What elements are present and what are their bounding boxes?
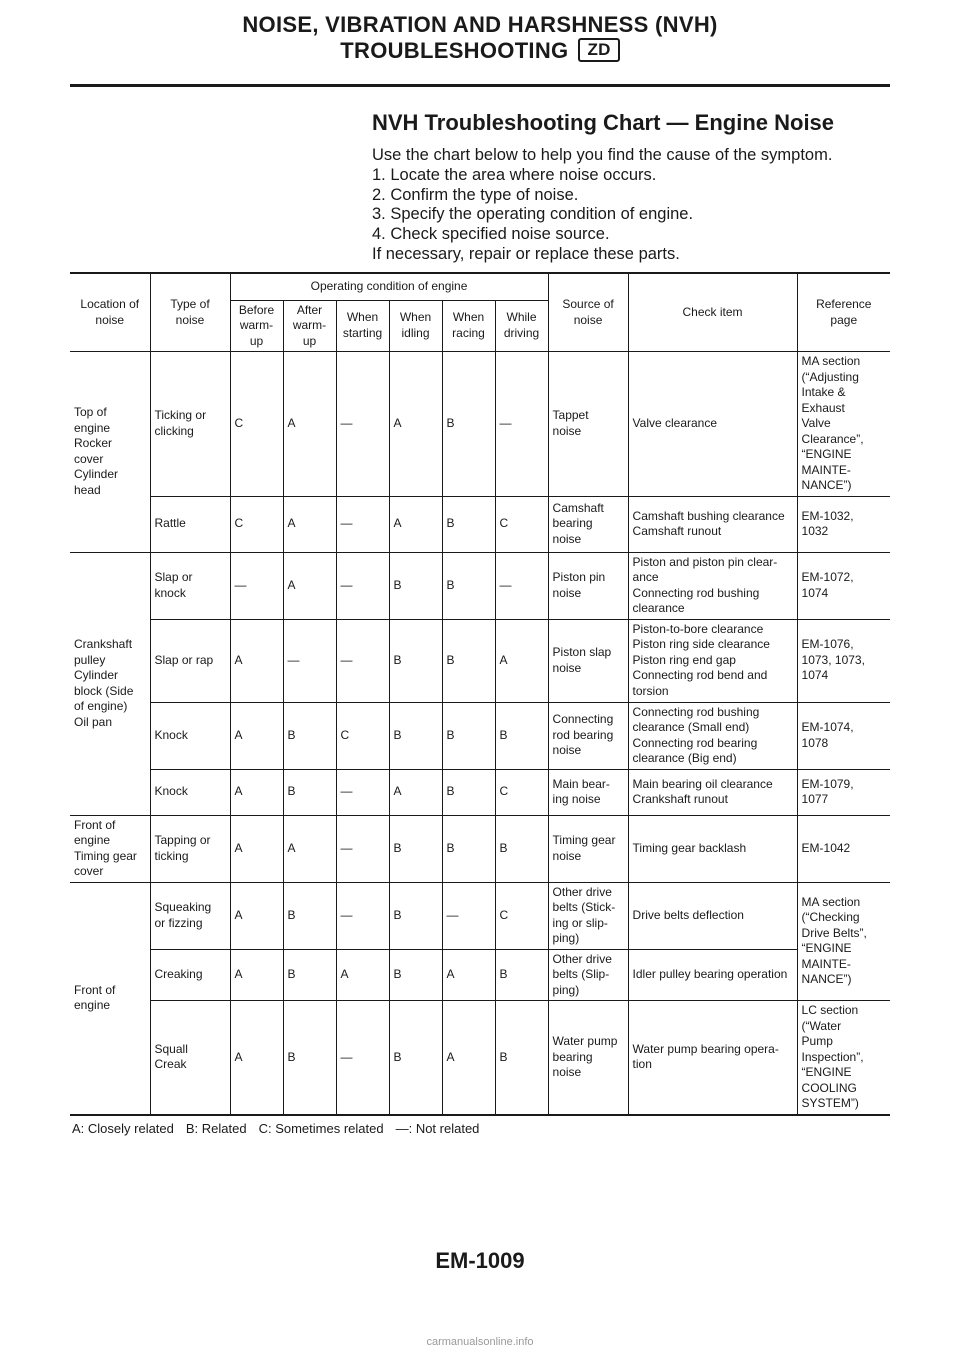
condition-cell: B [442,815,495,882]
condition-cell: C [495,882,548,949]
header-condition: While driving [495,300,548,352]
condition-cell: A [495,619,548,702]
intro-step-3: 3. Specify the operating condition of engine. [372,205,694,224]
header-source: Source of noise [548,273,628,352]
location-cell: Front of engine Timing gear cover [70,815,150,882]
table-row [70,702,890,769]
condition-cell: A [230,702,283,769]
condition-cell: A [230,949,283,1001]
condition-cell: B [283,949,336,1001]
condition-cell: B [495,1001,548,1115]
check-item-cell: Timing gear backlash [628,815,797,882]
condition-cell: — [336,352,389,497]
condition-cell: B [389,949,442,1001]
source-cell: Other drive belts (Slip- ping) [548,949,628,1001]
chart-title: NVH Troubleshooting Chart — Engine Noise [372,110,835,135]
noise-type-cell: Slap or knock [150,552,230,619]
check-item-cell: Piston and piston pin clear- ance Connecting rod bushing clearance [628,552,797,619]
condition-cell: A [230,769,283,815]
noise-type-cell: Ticking or clicking [150,352,230,497]
check-item-cell: Valve clearance [628,352,797,497]
source-cell: Other drive belts (Stick- ing or slip- ping) [548,882,628,949]
legend [72,1121,491,1136]
noise-type-cell: Slap or rap [150,619,230,702]
condition-cell: — [230,552,283,619]
header-title-line1: NOISE, VIBRATION AND HARSHNESS (NVH) [242,12,718,37]
check-item-cell: Piston-to-bore clearance Piston ring side clearance Piston ring end gap Connecting rod bend and torsion [628,619,797,702]
condition-cell: B [442,552,495,619]
condition-cell: B [442,352,495,497]
location-cell: Top of engine Rocker cover Cylinder head [70,352,150,553]
header-location: Location of noise [70,273,150,352]
condition-cell: B [442,769,495,815]
condition-cell: B [495,949,548,1001]
header-condition: When starting [336,300,389,352]
intro-section [372,110,912,265]
condition-cell: — [442,882,495,949]
source-cell: Piston pin noise [548,552,628,619]
header-condition: After warm-up [283,300,336,352]
condition-cell: A [389,496,442,552]
header-condition: Before warm-up [230,300,283,352]
condition-cell: A [442,949,495,1001]
page-number: EM-1009 [435,1248,525,1273]
condition-cell: B [442,702,495,769]
reference-cell: EM-1074, 1078 [797,702,890,769]
condition-cell: — [336,1001,389,1115]
table-row [70,949,890,1001]
source-cell: Piston slap noise [548,619,628,702]
legend-closely-related: A: Closely related [72,1121,174,1136]
table-row [70,815,890,882]
check-item-cell: Idler pulley bearing operation [628,949,797,1001]
noise-type-cell: Squeaking or fizzing [150,882,230,949]
table-row [70,882,890,949]
condition-cell: B [389,619,442,702]
check-item-cell: Drive belts deflection [628,882,797,949]
condition-cell: B [389,702,442,769]
condition-cell: B [389,815,442,882]
header-type: Type of noise [150,273,230,352]
condition-cell: A [336,949,389,1001]
reference-cell: MA section (“Checking Drive Belts”, “ENGINE MAINTE- NANCE”) [797,882,890,1001]
condition-cell: B [389,1001,442,1115]
condition-cell: B [389,552,442,619]
condition-cell: C [495,496,548,552]
condition-cell: B [442,496,495,552]
watermark: carmanualsonline.info [426,1336,534,1348]
condition-cell: — [336,496,389,552]
condition-cell: B [283,769,336,815]
intro-step-1: 1. Locate the area where noise occurs. [372,165,657,184]
reference-cell: EM-1032, 1032 [797,496,890,552]
source-cell: Tappet noise [548,352,628,497]
condition-cell: C [495,769,548,815]
header-title-line2-text: TROUBLESHOOTING [340,38,569,63]
location-cell: Crankshaft pulley Cylinder block (Side of engine) Oil pan [70,552,150,815]
condition-cell: B [283,702,336,769]
legend-not-related: —: Not related [395,1121,480,1136]
condition-cell: — [495,552,548,619]
header-condition: When racing [442,300,495,352]
condition-cell: A [442,1001,495,1115]
intro-step-2: 2. Confirm the type of noise. [372,185,579,204]
reference-cell: EM-1076, 1073, 1073, 1074 [797,619,890,702]
location-cell: Front of engine [70,882,150,1115]
reference-cell: MA section (“Adjusting Intake & Exhaust Valve Clearance”, “ENGINE MAINTE- NANCE”) [797,352,890,497]
check-item-cell: Connecting rod bushing clearance (Small end) Connecting rod bearing clearance (Big end) [628,702,797,769]
condition-cell: — [336,882,389,949]
condition-cell: — [283,619,336,702]
condition-cell: A [389,352,442,497]
legend-sometimes-related: C: Sometimes related [258,1121,384,1136]
intro-note: If necessary, repair or replace these parts. [372,244,680,263]
condition-cell: A [230,619,283,702]
condition-cell: B [389,882,442,949]
condition-cell: C [336,702,389,769]
source-cell: Water pump bearing noise [548,1001,628,1115]
noise-type-cell: Squall Creak [150,1001,230,1115]
header-check-item: Check item [628,273,797,352]
noise-type-cell: Creaking [150,949,230,1001]
condition-cell: A [230,882,283,949]
condition-cell: A [283,496,336,552]
condition-cell: — [495,352,548,497]
condition-cell: — [336,769,389,815]
condition-cell: A [283,552,336,619]
condition-cell: — [336,552,389,619]
legend-related: B: Related [185,1121,247,1136]
condition-cell: — [336,619,389,702]
intro-line: Use the chart below to help you find the cause of the symptom. [372,146,833,164]
condition-cell: B [495,815,548,882]
reference-cell: EM-1072, 1074 [797,552,890,619]
condition-cell: B [495,702,548,769]
header-condition: When idling [389,300,442,352]
nvh-troubleshooting-table [70,272,890,1116]
header-rule [70,84,890,87]
table-row [70,619,890,702]
table-row [70,769,890,815]
condition-cell: C [230,496,283,552]
page-header [70,12,890,64]
condition-cell: — [336,815,389,882]
check-item-cell: Water pump bearing opera- tion [628,1001,797,1115]
noise-type-cell: Knock [150,769,230,815]
condition-cell: B [283,1001,336,1115]
source-cell: Camshaft bearing noise [548,496,628,552]
header-operating-condition: Operating condition of engine [230,273,548,300]
condition-cell: C [230,352,283,497]
noise-type-cell: Knock [150,702,230,769]
condition-cell: B [442,619,495,702]
table-row [70,496,890,552]
check-item-cell: Camshaft bushing clearance Camshaft runout [628,496,797,552]
noise-type-cell: Tapping or ticking [150,815,230,882]
source-cell: Timing gear noise [548,815,628,882]
reference-cell: LC section (“Water Pump Inspection”, “ENGINE COOLING SYSTEM”) [797,1001,890,1115]
header-reference-page: Reference page [797,273,890,352]
table-body [70,352,890,1115]
check-item-cell: Main bearing oil clearance Crankshaft runout [628,769,797,815]
condition-cell: A [230,1001,283,1115]
table-row [70,1001,890,1115]
reference-cell: EM-1042 [797,815,890,882]
intro-step-4: 4. Check specified noise source. [372,225,610,244]
condition-cell: A [230,815,283,882]
reference-cell: EM-1079, 1077 [797,769,890,815]
condition-cell: A [283,352,336,497]
header-title-line2 [70,38,890,64]
condition-cell: B [283,882,336,949]
noise-type-cell: Rattle [150,496,230,552]
table-row [70,352,890,497]
source-cell: Main bear- ing noise [548,769,628,815]
condition-cell: A [283,815,336,882]
source-cell: Connecting rod bearing noise [548,702,628,769]
engine-code-badge: ZD [578,38,619,62]
table-row [70,552,890,619]
condition-cell: A [389,769,442,815]
